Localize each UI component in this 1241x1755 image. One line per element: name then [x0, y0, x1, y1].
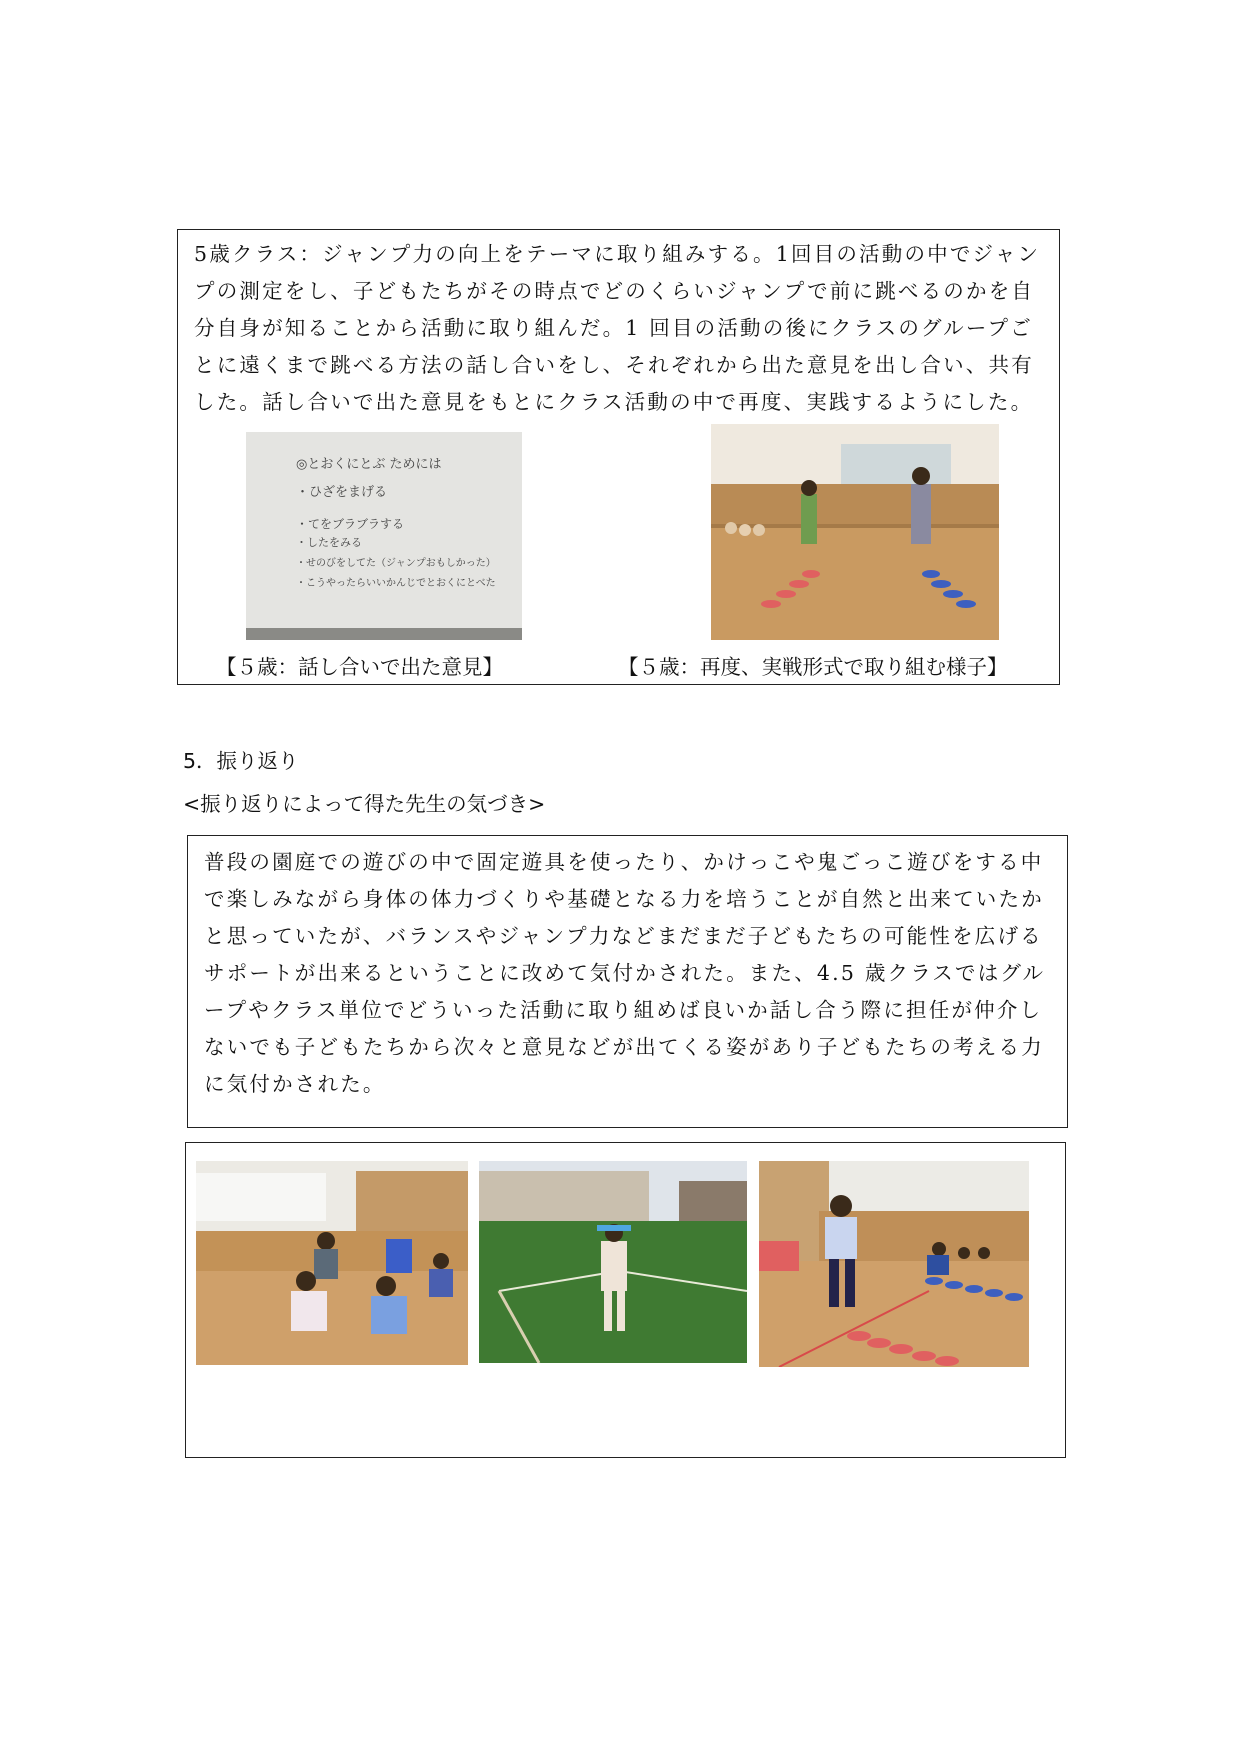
whiteboard-photo [246, 432, 522, 640]
section5-heading: 5．振り返り [183, 749, 299, 773]
gym-jump-photo [711, 424, 999, 640]
section5-subheading: <振り返りによって得た先生の気づき> [183, 792, 546, 816]
classroom-photo [196, 1161, 468, 1365]
whiteboard-line-5: ・こうやったらいいかんじでとおくにとべた [296, 578, 496, 589]
whiteboard-line-4: ・せのびをしてた（ジャンプおもしかった） [296, 558, 496, 569]
section1-box [177, 229, 1060, 685]
whiteboard-line-3: ・したをみる [296, 536, 362, 549]
schoolyard-photo [479, 1161, 747, 1363]
whiteboard-line-2: ・てをブラブラする [296, 517, 405, 531]
reflection-box [187, 835, 1068, 1128]
gym-markers-photo [759, 1161, 1029, 1367]
photos-box [185, 1142, 1066, 1458]
whiteboard-line-1: ・ひざをまげる [296, 485, 388, 500]
whiteboard-line-0: ◎とおくにとぶ ためには [296, 457, 442, 472]
section1-paragraph: 5歳クラス：ジャンプ力の向上をテーマに取り組みする。1回目の活動の中でジャンプの測定をし、子どもたちがその時点でどのくらいジャンプで前に跳べるのかを自分自身が知ることから活動に取り組んだ。1 回目の活動の後にクラスのグループごとに遠くまで跳べる方法の話し合いをし、それぞれから出た意見を出し合い、共有した。話し合いで出た意見をもとにクラス活動の中で再度、実践するようにした。 [194, 242, 1041, 414]
caption-left: 【５歳：話し合いで出た意見】 [216, 655, 503, 679]
reflection-paragraph: 普段の園庭での遊びの中で固定遊具を使ったり、かけっこや鬼ごっこ遊びをする中で楽しみながら身体の体力づくりや基礎となる力を培うことが自然と出来ていたかと思っていたが、バランスやジャンプ力などまだまだ子どもたちの可能性を広げるサポートが出来るということに改めて気付かされた。また、4.5 歳クラスではグループやクラス単位でどういった活動に取り組めば良いか話し合う際に担任が仲介しないでも子どもたちから次々と意見などが出てくる姿があり子どもたちの考える力に気付かされた。 [204, 850, 1046, 1096]
caption-right: 【５歳：再度、実戦形式で取り組む様子】 [618, 655, 1008, 679]
